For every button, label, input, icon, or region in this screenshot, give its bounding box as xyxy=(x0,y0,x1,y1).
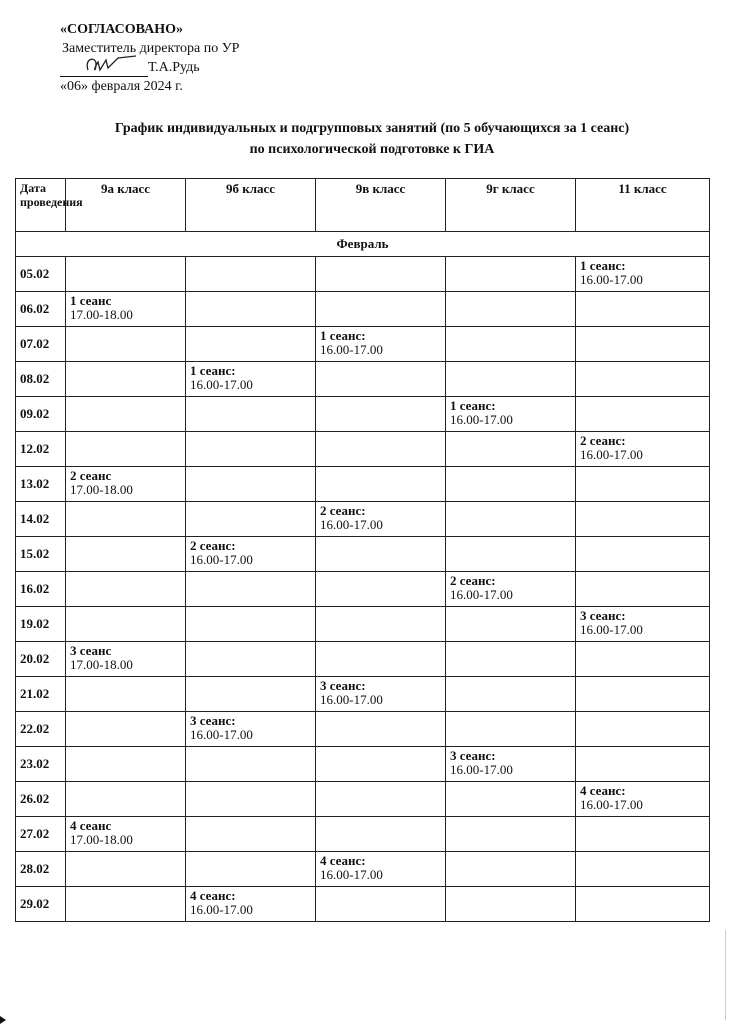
schedule-cell xyxy=(66,887,186,922)
schedule-cell xyxy=(576,887,710,922)
table-row xyxy=(16,292,710,327)
schedule-cell xyxy=(446,537,576,572)
schedule-cell xyxy=(316,467,446,502)
heading-line-2: по психологической подготовке к ГИА xyxy=(249,142,495,157)
schedule-cell xyxy=(316,887,446,922)
table-row xyxy=(16,712,710,747)
table-row xyxy=(16,257,710,292)
schedule-cell xyxy=(186,642,316,677)
table-row xyxy=(16,887,710,922)
row-date: 22.02 xyxy=(16,712,66,747)
session-label: 3 сеанс: xyxy=(320,678,366,693)
schedule-cell xyxy=(446,607,576,642)
schedule-cell xyxy=(66,642,186,677)
schedule-cell xyxy=(316,362,446,397)
month-row xyxy=(16,232,710,257)
session-time: 16.00-17.00 xyxy=(190,902,253,917)
schedule-cell xyxy=(316,677,446,712)
schedule-cell xyxy=(186,537,316,572)
schedule-cell xyxy=(186,327,316,362)
schedule-table xyxy=(15,178,710,922)
table-row xyxy=(16,362,710,397)
scan-corner-mark xyxy=(0,1016,6,1024)
signer-name: Т.А.Рудь xyxy=(148,60,200,75)
session-time: 16.00-17.00 xyxy=(580,622,643,637)
schedule-cell xyxy=(576,607,710,642)
approval-block xyxy=(60,20,239,96)
schedule-cell xyxy=(446,782,576,817)
header-row xyxy=(16,179,710,232)
schedule-cell xyxy=(66,502,186,537)
schedule-cell xyxy=(446,327,576,362)
session-label: 2 сеанс: xyxy=(320,503,366,518)
schedule-cell xyxy=(446,677,576,712)
schedule-cell xyxy=(186,432,316,467)
schedule-cell xyxy=(576,852,710,887)
schedule-cell xyxy=(186,362,316,397)
column-header: 9б класс xyxy=(186,179,316,232)
schedule-cell xyxy=(576,467,710,502)
schedule-cell xyxy=(316,782,446,817)
schedule-cell xyxy=(186,677,316,712)
schedule-cell xyxy=(186,397,316,432)
schedule-cell xyxy=(66,782,186,817)
schedule-cell xyxy=(316,572,446,607)
signature-row xyxy=(60,58,239,77)
schedule-cell xyxy=(576,257,710,292)
row-date: 09.02 xyxy=(16,397,66,432)
session-label: 3 сеанс: xyxy=(190,713,236,728)
schedule-cell xyxy=(66,817,186,852)
row-date: 06.02 xyxy=(16,292,66,327)
row-date: 05.02 xyxy=(16,257,66,292)
session-time: 16.00-17.00 xyxy=(190,377,253,392)
schedule-cell xyxy=(576,502,710,537)
schedule-cell xyxy=(446,257,576,292)
schedule-cell xyxy=(576,362,710,397)
schedule-cell xyxy=(66,712,186,747)
session-label: 2 сеанс xyxy=(70,468,112,483)
schedule-cell xyxy=(316,292,446,327)
schedule-cell xyxy=(66,292,186,327)
column-header: 9г класс xyxy=(446,179,576,232)
schedule-cell xyxy=(66,572,186,607)
session-label: 4 сеанс: xyxy=(580,783,626,798)
session-time: 16.00-17.00 xyxy=(320,517,383,532)
scan-edge-mark xyxy=(725,930,726,1020)
column-header: 11 класс xyxy=(576,179,710,232)
schedule-cell xyxy=(316,852,446,887)
table-row xyxy=(16,397,710,432)
schedule-cell xyxy=(446,467,576,502)
schedule-cell xyxy=(446,747,576,782)
schedule-cell xyxy=(446,432,576,467)
schedule-cell xyxy=(186,467,316,502)
schedule-cell xyxy=(446,572,576,607)
schedule-cell xyxy=(186,257,316,292)
schedule-cell xyxy=(186,852,316,887)
table-row xyxy=(16,677,710,712)
session-label: 2 сеанс: xyxy=(580,433,626,448)
schedule-cell xyxy=(316,607,446,642)
schedule-cell xyxy=(446,642,576,677)
session-label: 1 сеанс: xyxy=(190,363,236,378)
heading-line-1: График индивидуальных и подгрупповых занятий (по 5 обучающихся за 1 сеанс) xyxy=(114,121,630,136)
schedule-cell xyxy=(66,397,186,432)
schedule-cell xyxy=(316,257,446,292)
schedule-cell xyxy=(66,607,186,642)
table-row xyxy=(16,537,710,572)
schedule-cell xyxy=(66,537,186,572)
schedule-cell xyxy=(316,502,446,537)
row-date: 15.02 xyxy=(16,537,66,572)
session-time: 16.00-17.00 xyxy=(320,342,383,357)
date-column-header: Дата проведения xyxy=(16,179,66,232)
schedule-cell xyxy=(576,432,710,467)
row-date: 21.02 xyxy=(16,677,66,712)
schedule-cell xyxy=(446,712,576,747)
schedule-cell xyxy=(576,747,710,782)
table-row xyxy=(16,607,710,642)
row-date: 08.02 xyxy=(16,362,66,397)
table-row xyxy=(16,782,710,817)
session-time: 16.00-17.00 xyxy=(450,412,513,427)
table-row xyxy=(16,642,710,677)
session-label: 3 сеанс: xyxy=(450,748,496,763)
row-date: 20.02 xyxy=(16,642,66,677)
schedule-cell xyxy=(576,572,710,607)
table-row xyxy=(16,817,710,852)
schedule-cell xyxy=(446,292,576,327)
schedule-cell xyxy=(186,292,316,327)
row-date: 12.02 xyxy=(16,432,66,467)
session-time: 16.00-17.00 xyxy=(190,552,253,567)
session-time: 16.00-17.00 xyxy=(580,797,643,812)
schedule-cell xyxy=(66,257,186,292)
column-header: 9а класс xyxy=(66,179,186,232)
schedule-cell xyxy=(316,817,446,852)
handwritten-signature xyxy=(74,54,144,76)
session-label: 1 сеанс: xyxy=(450,398,496,413)
session-time: 17.00-18.00 xyxy=(70,482,133,497)
session-time: 16.00-17.00 xyxy=(580,447,643,462)
session-time: 16.00-17.00 xyxy=(320,867,383,882)
schedule-cell xyxy=(186,502,316,537)
row-date: 23.02 xyxy=(16,747,66,782)
row-date: 14.02 xyxy=(16,502,66,537)
session-time: 17.00-18.00 xyxy=(70,657,133,672)
session-label: 4 сеанс xyxy=(70,818,112,833)
session-time: 17.00-18.00 xyxy=(70,832,133,847)
schedule-cell xyxy=(316,747,446,782)
table-row xyxy=(16,852,710,887)
session-time: 16.00-17.00 xyxy=(580,272,643,287)
row-date: 27.02 xyxy=(16,817,66,852)
row-date: 16.02 xyxy=(16,572,66,607)
session-time: 16.00-17.00 xyxy=(320,692,383,707)
session-label: 4 сеанс: xyxy=(190,888,236,903)
document-heading xyxy=(0,118,744,160)
session-label: 1 сеанс: xyxy=(320,328,366,343)
column-header: 9в класс xyxy=(316,179,446,232)
schedule-cell xyxy=(66,467,186,502)
table-row xyxy=(16,467,710,502)
schedule-cell xyxy=(446,362,576,397)
schedule-cell xyxy=(446,817,576,852)
schedule-cell xyxy=(66,852,186,887)
schedule-cell xyxy=(66,327,186,362)
schedule-cell xyxy=(316,537,446,572)
schedule-cell xyxy=(186,712,316,747)
session-time: 17.00-18.00 xyxy=(70,307,133,322)
schedule-cell xyxy=(576,817,710,852)
table-row xyxy=(16,502,710,537)
schedule-cell xyxy=(66,747,186,782)
schedule-cell xyxy=(316,432,446,467)
session-time: 16.00-17.00 xyxy=(450,762,513,777)
schedule-cell xyxy=(446,887,576,922)
schedule-cell xyxy=(576,327,710,362)
row-date: 19.02 xyxy=(16,607,66,642)
session-label: 2 сеанс: xyxy=(190,538,236,553)
approval-date: «06» февраля 2024 г. xyxy=(60,79,183,94)
schedule-cell xyxy=(186,607,316,642)
schedule-cell xyxy=(66,362,186,397)
schedule-cell xyxy=(446,502,576,537)
month-label: Февраль xyxy=(16,232,710,257)
schedule-cell xyxy=(446,397,576,432)
row-date: 13.02 xyxy=(16,467,66,502)
table-row xyxy=(16,327,710,362)
schedule-cell xyxy=(316,397,446,432)
table-row xyxy=(16,572,710,607)
session-label: 1 сеанс xyxy=(70,293,112,308)
schedule-cell xyxy=(576,642,710,677)
schedule-cell xyxy=(186,782,316,817)
session-label: 2 сеанс: xyxy=(450,573,496,588)
session-time: 16.00-17.00 xyxy=(450,587,513,602)
schedule-cell xyxy=(316,642,446,677)
schedule-cell xyxy=(66,677,186,712)
schedule-cell xyxy=(186,572,316,607)
schedule-cell xyxy=(576,292,710,327)
approval-title: «СОГЛАСОВАНО» xyxy=(60,22,183,37)
session-label: 4 сеанс: xyxy=(320,853,366,868)
schedule-cell xyxy=(576,397,710,432)
row-date: 29.02 xyxy=(16,887,66,922)
row-date: 26.02 xyxy=(16,782,66,817)
schedule-cell xyxy=(576,712,710,747)
schedule-cell xyxy=(186,747,316,782)
schedule-cell xyxy=(186,887,316,922)
schedule-cell xyxy=(576,782,710,817)
table-row xyxy=(16,432,710,467)
schedule-cell xyxy=(66,432,186,467)
table-row xyxy=(16,747,710,782)
schedule-cell xyxy=(576,537,710,572)
schedule-cell xyxy=(186,817,316,852)
schedule-cell xyxy=(576,677,710,712)
signature-line xyxy=(60,62,148,77)
row-date: 28.02 xyxy=(16,852,66,887)
session-label: 3 сеанс: xyxy=(580,608,626,623)
schedule-cell xyxy=(446,852,576,887)
session-time: 16.00-17.00 xyxy=(190,727,253,742)
session-label: 3 сеанс xyxy=(70,643,112,658)
row-date: 07.02 xyxy=(16,327,66,362)
schedule-cell xyxy=(316,712,446,747)
schedule-cell xyxy=(316,327,446,362)
approval-position: Заместитель директора по УР xyxy=(62,41,240,56)
session-label: 1 сеанс: xyxy=(580,258,626,273)
